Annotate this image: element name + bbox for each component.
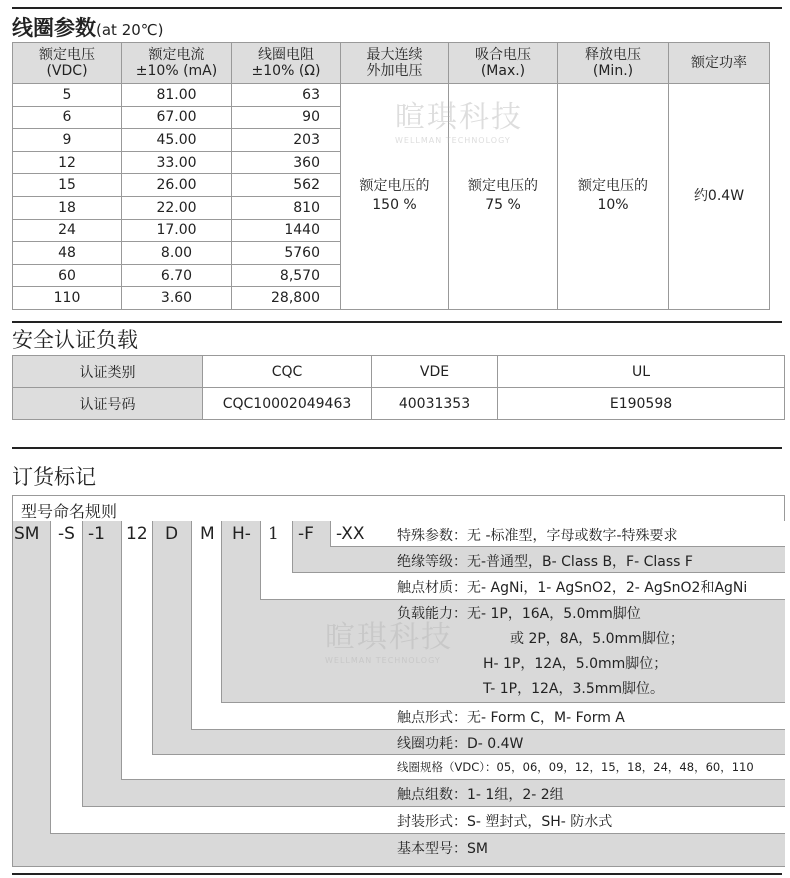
merged-cell: 额定电压的 150 % (341, 84, 449, 310)
cell: 8.00 (122, 242, 232, 265)
coil-section-title: 线圈参数(at 20℃) (12, 16, 164, 40)
cert-section-title: 安全认证负载 (12, 328, 138, 352)
cell: 60 (13, 264, 122, 287)
col-header: 线圈电阻 ±10% (Ω) (232, 43, 341, 84)
cell: 8,570 (232, 264, 341, 287)
cell: 6.70 (122, 264, 232, 287)
coil-parameters-table (12, 42, 770, 310)
cell: 33.00 (122, 151, 232, 174)
cell: 90 (232, 106, 341, 129)
cell: CQC (203, 356, 372, 388)
cell: 1440 (232, 219, 341, 242)
cell: 18 (13, 196, 122, 219)
cell: 17.00 (122, 219, 232, 242)
naming-rule-description: 触点形式：无- Form C，M- Form A (397, 710, 625, 726)
merged-cell: 额定电压的 75 % (449, 84, 558, 310)
col-header: 吸合电压 (Max.) (449, 43, 558, 84)
cell: 67.00 (122, 106, 232, 129)
merged-cell: 额定电压的 10% (558, 84, 669, 310)
col-header: 额定功率 (669, 43, 770, 84)
naming-rule-description: 线圈规格（VDC）：05，06，09，12，15，18，24，48，60，110 (397, 760, 754, 774)
model-code-segment: -XX (336, 524, 365, 544)
cell: 63 (232, 84, 341, 107)
table-row (13, 356, 785, 388)
model-code-segment: D (165, 524, 179, 544)
col-header: 额定电流 ±10% (mA) (122, 43, 232, 84)
cell: 562 (232, 174, 341, 197)
naming-rule-description: 负载能力：无- 1P，16A，5.0mm脚位 (397, 606, 641, 622)
cell: 认证类别 (13, 356, 203, 388)
model-code-segment: SM (14, 524, 40, 544)
rule (12, 447, 782, 449)
cell: 81.00 (122, 84, 232, 107)
cell: 40031353 (372, 388, 498, 420)
model-code-segment: 1 (268, 524, 279, 544)
table-row (13, 388, 785, 420)
cell: 48 (13, 242, 122, 265)
cell: 15 (13, 174, 122, 197)
cell: E190598 (498, 388, 785, 420)
cell: 9 (13, 129, 122, 152)
naming-rule-description: 基本型号：SM (397, 841, 488, 857)
model-code-segment: -F (298, 524, 314, 544)
cell: 24 (13, 219, 122, 242)
cell: VDE (372, 356, 498, 388)
model-code-segment: -1 (88, 524, 105, 544)
col-header: 最大连续 外加电压 (341, 43, 449, 84)
cell: 5760 (232, 242, 341, 265)
watermark-logo: 暄琪科技 WELLMAN TECHNOLOGY (395, 100, 523, 145)
table-row (13, 84, 770, 107)
cell: 12 (13, 151, 122, 174)
naming-rule-description: 绝缘等级：无-普通型，B- Class B，F- Class F (397, 554, 693, 570)
cell: 22.00 (122, 196, 232, 219)
cell: UL (498, 356, 785, 388)
cell: 45.00 (122, 129, 232, 152)
model-code-segment: M (200, 524, 215, 544)
cell: 28,800 (232, 287, 341, 310)
cell: 810 (232, 196, 341, 219)
cell: 203 (232, 129, 341, 152)
order-section-title: 订货标记 (12, 465, 96, 489)
naming-rule-description: 或 2P，8A，5.0mm脚位； (510, 631, 684, 647)
cell: CQC10002049463 (203, 388, 372, 420)
model-code-segment: -S (58, 524, 75, 544)
naming-rule-header: 型号命名规则 (12, 495, 785, 522)
cell: 110 (13, 287, 122, 310)
model-code-segment: 12 (126, 524, 148, 544)
cell: 认证号码 (13, 388, 203, 420)
cell: 6 (13, 106, 122, 129)
col-header: 额定电压 (VDC) (13, 43, 122, 84)
cell: 3.60 (122, 287, 232, 310)
naming-rule-description: 封装形式：S- 塑封式，SH- 防水式 (397, 814, 613, 830)
cell: 26.00 (122, 174, 232, 197)
bottom-rule (12, 873, 782, 875)
naming-rule-description: 触点组数：1- 1组，2- 2组 (397, 787, 564, 803)
naming-rule-description: 线圈功耗：D- 0.4W (397, 736, 524, 752)
cell: 360 (232, 151, 341, 174)
naming-rule-description: 特殊参数：无 -标准型，字母或数字-特殊要求 (397, 528, 678, 544)
watermark-logo: 暄琪科技 WELLMAN TECHNOLOGY (325, 620, 453, 665)
top-rule (12, 7, 782, 9)
merged-cell: 约0.4W (669, 84, 770, 310)
certification-table (12, 355, 785, 420)
cell: 5 (13, 84, 122, 107)
naming-rule-description: T- 1P，12A，3.5mm脚位。 (483, 681, 665, 697)
rule (12, 321, 782, 323)
model-code-segment: H- (232, 524, 251, 544)
col-header: 释放电压 (Min.) (558, 43, 669, 84)
naming-rule-description: H- 1P，12A，5.0mm脚位； (483, 656, 668, 672)
naming-rule-description: 触点材质：无- AgNi，1- AgSnO2，2- AgSnO2和AgNi (397, 580, 748, 596)
